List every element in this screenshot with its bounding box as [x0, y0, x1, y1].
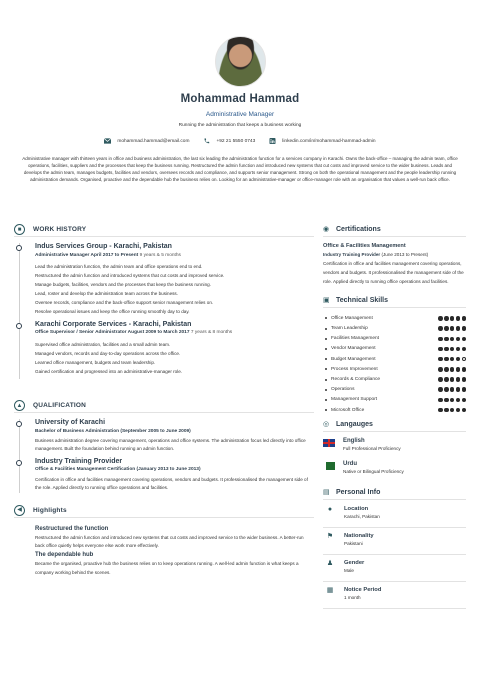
skill-label	[323, 336, 379, 341]
skill-rating	[438, 398, 466, 403]
rating-dot	[444, 377, 449, 382]
rating-dot	[462, 357, 467, 362]
duration-text: 7 years & 8 months	[190, 330, 233, 336]
section-title: Personal Info	[336, 489, 381, 497]
work-history-header	[14, 223, 314, 237]
rating-dot	[438, 398, 443, 403]
highlight-item	[35, 524, 314, 551]
flag-icon: ⚑	[326, 533, 334, 541]
phone-icon	[203, 138, 210, 144]
duty-list	[35, 340, 314, 376]
skill-label	[323, 377, 380, 382]
bullet-icon	[325, 317, 327, 319]
section-title: WORK HISTORY	[33, 226, 87, 233]
megaphone-icon: ◀	[14, 505, 25, 516]
rating-dot	[450, 337, 455, 342]
section-title: Langauges	[336, 421, 373, 429]
duty-item: Manage budgets, facilities, vendors and the processes that keep the business running.	[35, 282, 211, 288]
skill-name: Office Management	[331, 315, 373, 321]
rating-dot	[438, 357, 443, 362]
skill-rating	[438, 387, 466, 392]
duty-list	[35, 262, 314, 317]
rating-dot	[444, 316, 449, 321]
qualification-description: Certification in office and facilities management covering operations, vendors and budgets. It professionalised the management side of the role. Applied directly to running office operations and facilities.	[35, 476, 308, 491]
skill-item	[323, 385, 466, 395]
skill-item	[323, 374, 466, 384]
personal-info-item	[323, 532, 466, 555]
globe-icon: ◎	[323, 421, 330, 429]
skill-rating	[438, 326, 466, 331]
duty-item: Lead, roster and develop the administration team across the business.	[35, 291, 178, 297]
rating-dot	[450, 326, 455, 331]
rating-dot	[462, 408, 467, 413]
rating-dot	[444, 387, 449, 392]
pakistan-flag-icon	[323, 462, 335, 470]
skill-name: Budget Management	[331, 356, 376, 362]
info-value: Pakistani	[344, 541, 363, 547]
language-item	[323, 437, 466, 452]
rating-dot	[450, 347, 455, 352]
bullet-icon	[325, 409, 327, 411]
rating-dot	[438, 326, 443, 331]
briefcase-icon: ■	[14, 224, 25, 235]
skill-item	[323, 323, 466, 333]
rating-dot	[438, 377, 443, 382]
rating-dot	[444, 398, 449, 403]
uk-flag-icon	[323, 439, 335, 447]
email-text: mohammad.hammad@email.com	[117, 138, 190, 144]
rating-dot	[462, 387, 467, 392]
highlight-title: The dependable hub	[35, 552, 94, 559]
certification-entry	[323, 242, 466, 286]
location-pin-icon: ●	[327, 506, 333, 514]
rating-dot	[462, 367, 467, 372]
degree-line	[35, 428, 314, 436]
tagline: Running the administration that keeps a business working	[178, 123, 302, 128]
info-label: Gender	[344, 560, 365, 567]
certificate-icon: ◉	[323, 226, 330, 233]
duty-item: Supervised office administration, facilities and a small admin team.	[35, 341, 171, 347]
bullet-icon	[325, 348, 327, 350]
role-line	[35, 329, 314, 337]
rating-dot	[456, 347, 461, 352]
rating-dot	[450, 408, 455, 413]
skill-label	[323, 387, 354, 392]
info-value: Male	[344, 568, 354, 574]
role-text: Office Supervisor / Senior Administrator August 2009 to March 2017	[35, 330, 190, 336]
qualification-timeline	[14, 419, 314, 493]
degree-line	[35, 466, 314, 474]
work-entry	[35, 321, 314, 376]
info-value: 1 month	[344, 595, 361, 601]
bullet-icon	[325, 328, 327, 330]
rating-dot	[462, 398, 467, 403]
contact-phone[interactable]	[203, 138, 255, 144]
skill-label	[323, 316, 373, 321]
skill-item	[323, 344, 466, 354]
rating-dot	[444, 326, 449, 331]
highlight-text: Restructured the admin function and introduced new systems that cut costs and improved service to the wider business. A better-run back office quietly helps everyone else work more effectively.	[35, 534, 304, 549]
duty-item: Managed vendors, records and day-to-day operations across the office.	[35, 350, 181, 356]
toolbox-icon: ▣	[323, 297, 330, 305]
info-label: Notice Period	[344, 587, 382, 594]
rating-dot	[438, 408, 443, 413]
work-entry	[35, 243, 314, 317]
skill-name: Team Leadership	[331, 326, 368, 332]
rating-dot	[462, 337, 467, 342]
skill-item	[323, 354, 466, 364]
section-title: Highlights	[33, 506, 67, 514]
id-card-icon: ▤	[323, 489, 330, 497]
language-item	[323, 460, 466, 475]
rating-dot	[450, 357, 455, 362]
rating-dot	[462, 347, 467, 352]
certification-description: Certification in office and facilities management covering operations, vendors and budgets. It professionalised the management side of the role. Applied directly to running office operations and facilities.	[323, 261, 464, 285]
contact-bar	[0, 138, 480, 144]
personal-info-header	[323, 486, 466, 500]
rating-dot	[450, 387, 455, 392]
duty-item: Resolve operational issues and keep the office running smoothly day to day.	[35, 309, 190, 315]
skill-rating	[438, 408, 466, 413]
rating-dot	[450, 398, 455, 403]
rating-dot	[456, 326, 461, 331]
rating-dot	[450, 316, 455, 321]
company-name: Karachi Corporate Services - Karachi, Pakistan	[35, 320, 192, 328]
bullet-icon	[325, 338, 327, 340]
skill-item	[323, 364, 466, 374]
rating-dot	[456, 316, 461, 321]
rating-dot	[438, 367, 443, 372]
duty-item: Restructured the admin function and introduced systems that cut costs and improved service.	[35, 273, 225, 279]
highlight-title: Restructured the function	[35, 525, 109, 532]
skill-label	[323, 357, 376, 362]
bullet-icon	[325, 358, 327, 360]
rating-dot	[438, 316, 443, 321]
rating-dot	[456, 367, 461, 372]
skill-rating	[438, 377, 466, 382]
rating-dot	[456, 357, 461, 362]
rating-dot	[450, 377, 455, 382]
language-name: Urdu	[343, 461, 357, 468]
skill-item	[323, 405, 466, 415]
skill-label	[323, 346, 376, 351]
skill-rating	[438, 357, 466, 362]
rating-dot	[444, 347, 449, 352]
language-name: English	[343, 438, 365, 445]
school-name: University of Karachi	[35, 419, 106, 426]
job-title: Administrative Manager	[205, 111, 275, 118]
language-level: Full Professional Proficiency	[343, 446, 401, 452]
contact-email[interactable]	[104, 138, 189, 144]
bullet-icon	[325, 399, 327, 401]
rating-dot	[450, 367, 455, 372]
email-icon	[104, 138, 111, 144]
highlight-text: Became the organised, proactive hub the business relies on to keep operations running. A well-led admin function is what keeps a company working behind the scenes.	[35, 561, 299, 575]
role-line	[35, 252, 314, 260]
rating-dot	[444, 337, 449, 342]
certification-date: (June 2013 to Present)	[381, 252, 429, 257]
certifications-header	[323, 223, 466, 237]
work-timeline	[14, 243, 314, 379]
role-text: Administrative Manager April 2017 to Present	[35, 252, 139, 258]
degree-text: Bachelor of Business Administration (September 2005 to June 2009)	[35, 428, 191, 434]
linkedin-text: linkedin.com/in/mohammad-hammad-admin	[282, 138, 376, 144]
rating-dot	[444, 357, 449, 362]
skill-name: Management Support	[331, 397, 378, 403]
rating-dot	[456, 387, 461, 392]
rating-dot	[462, 316, 467, 321]
rating-dot	[456, 377, 461, 382]
personal-info-item	[323, 559, 466, 582]
info-label: Nationality	[344, 533, 374, 540]
qualification-entry	[35, 419, 314, 454]
skill-rating	[438, 337, 466, 342]
bullet-icon	[325, 368, 327, 370]
skill-name: Microsoft Office	[331, 407, 365, 413]
candidate-name: Mohammad Hammad	[180, 93, 300, 105]
calendar-icon: ▦	[326, 587, 334, 595]
highlights-header	[14, 504, 314, 518]
duration-text: 9 years & 5 months	[139, 252, 181, 258]
company-name: Indus Services Group - Karachi, Pakistan	[35, 243, 172, 250]
contact-linkedin[interactable]	[269, 138, 375, 144]
qualification-description: Business administration degree covering management, operations and office systems. The administration focus led directly into office management. Built the foundation behind running an admin function.	[35, 438, 306, 452]
rating-dot	[456, 408, 461, 413]
skill-item	[323, 395, 466, 405]
duty-item: Gained certification and progressed into an administrative-manager role.	[35, 368, 183, 374]
linkedin-icon	[269, 138, 276, 144]
skill-item	[323, 313, 466, 323]
skill-label	[323, 326, 368, 331]
rating-dot	[456, 398, 461, 403]
qualification-entry	[35, 458, 314, 493]
skill-rating	[438, 367, 466, 372]
bullet-icon	[325, 389, 327, 391]
rating-dot	[462, 326, 467, 331]
rating-dot	[456, 337, 461, 342]
duty-item: Lead the administration function, the admin team and office operations end to end.	[35, 264, 203, 269]
section-title: Certifications	[336, 226, 381, 233]
qualification-header	[14, 399, 314, 413]
highlight-item	[35, 550, 314, 577]
languages-header	[323, 418, 466, 432]
person-icon: ♟	[326, 560, 334, 568]
provider-text: Industry Training Provider	[323, 252, 381, 257]
skills-list	[323, 313, 466, 415]
skill-name: Records & Compliance	[331, 377, 381, 382]
skill-name: Facilities Management	[331, 336, 379, 342]
rating-dot	[462, 377, 467, 382]
bullet-icon	[325, 379, 327, 381]
duty-item: Oversee records, compliance and the back-office support senior management relies on.	[35, 300, 214, 306]
rating-dot	[438, 387, 443, 392]
left-column	[14, 223, 314, 577]
duty-item: Learned office management, budgets and team leadership.	[35, 359, 156, 365]
highlights-list	[14, 524, 314, 578]
skill-name: Vendor Management	[331, 346, 376, 352]
info-label: Location	[344, 506, 369, 513]
section-title: QUALIFICATION	[33, 402, 87, 409]
rating-dot	[438, 347, 443, 352]
degree-text: Office & Facilities Management Certification (January 2013 to June 2013)	[35, 467, 201, 473]
personal-info-item	[323, 586, 466, 609]
skill-label	[323, 367, 378, 372]
right-column	[323, 223, 466, 613]
school-name: Industry Training Provider	[35, 457, 123, 465]
skill-name: Operations	[331, 387, 355, 393]
skill-rating	[438, 316, 466, 321]
skills-header	[323, 294, 466, 308]
profile-photo	[215, 36, 266, 87]
phone-text: +92 21 5550 0743	[216, 138, 256, 144]
skill-name: Process Improvement	[331, 366, 378, 372]
language-level: Native or Bilingual Proficiency	[343, 469, 404, 475]
professional-summary: Administrative manager with thirteen years in office and business administration, the last six leading the administration function for a services company in Karachi. Owns the back-office – managing the admin team, office operations, facilities, suppliers and the processes that keep the business running. Restructured the admin function and introduced new systems that cut costs and improved service to the wider business. Leads and develops the admin team, manages budgets, facilities and vendors, oversees records and compliance, and supports senior management. Strong on both the operational management and the people leadership running administration demands. Organised, proactive and the dependable hub the business relies on. Looking for an administrative-manager or office-manager role with an organisation that values a well-run back office.	[22, 156, 458, 183]
certification-provider-line	[323, 251, 466, 259]
section-title: Technical Skills	[336, 297, 389, 305]
skill-label	[323, 397, 377, 402]
skill-item	[323, 334, 466, 344]
rating-dot	[444, 408, 449, 413]
rating-dot	[438, 337, 443, 342]
skill-label	[323, 408, 364, 413]
rating-dot	[444, 367, 449, 372]
info-value: Karachi, Pakistan	[344, 514, 380, 520]
certification-name: Office & Facilities Management	[323, 243, 406, 249]
skill-rating	[438, 347, 466, 352]
graduation-cap-icon: ▲	[14, 400, 25, 411]
personal-info-item	[323, 505, 466, 528]
